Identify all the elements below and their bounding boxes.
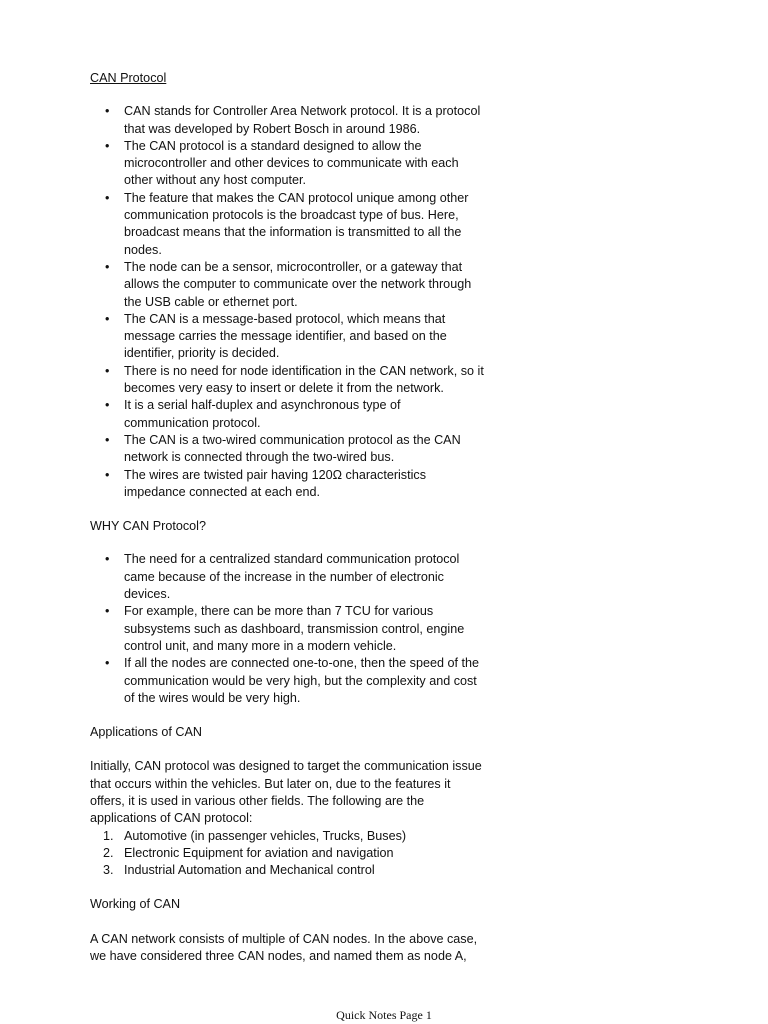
section-title-applications: Applications of CAN xyxy=(90,725,202,740)
bullet-item: • The feature that makes the CAN protocol unique among other communication protocols is the broadcast type of bus. Here, broadcast means that the information is transmitted to all the nodes. xyxy=(124,190,485,259)
list-item-text: Industrial Automation and Mechanical control xyxy=(124,863,375,878)
numbered-item xyxy=(103,828,485,845)
bullet-item: • The CAN protocol is a standard designed to allow the microcontroller and other devices to communicate with each other without any host computer. xyxy=(124,138,485,190)
why-can-bullet-list xyxy=(90,551,485,707)
section-title-why-can: WHY CAN Protocol? xyxy=(90,519,206,534)
bullet-item: • It is a serial half-duplex and asynchronous type of communication protocol. xyxy=(124,397,485,432)
numbered-item xyxy=(103,845,485,862)
section-title-working-of-can: Working of CAN xyxy=(90,897,181,912)
bullet-item: • The node can be a sensor, microcontroller, or a gateway that allows the computer to communicate over the network through the USB cable or ethernet port. xyxy=(124,259,485,311)
can-protocol-bullet-list xyxy=(90,103,485,501)
list-item-text: Electronic Equipment for aviation and navigation xyxy=(124,845,394,860)
list-number: 3. xyxy=(103,863,114,878)
bullet-item: • CAN stands for Controller Area Network protocol. It is a protocol that was developed by Robert Bosch in around 1986. xyxy=(124,103,485,138)
list-number: 2. xyxy=(103,845,114,860)
bullet-item: • The need for a centralized standard communication protocol came because of the increase in the number of electronic devices. xyxy=(124,551,485,603)
bullet-item: • There is no need for node identification in the CAN network, so it becomes very easy to insert or delete it from the network. xyxy=(124,363,485,398)
applications-numbered-list xyxy=(90,828,485,880)
section-title-can-protocol: CAN Protocol xyxy=(90,71,167,85)
applications-intro-paragraph: Initially, CAN protocol was designed to target the communication issue that occurs within the vehicles. But later on, due to the features it offers, it is used in various other fields. The following are the applications of CAN protocol: xyxy=(90,759,482,826)
bullet-item: • If all the nodes are connected one-to-one, then the speed of the communication would be very high, but the complexity and cost of the wires would be very high. xyxy=(124,655,485,707)
working-intro-paragraph: A CAN network consists of multiple of CAN nodes. In the above case, we have considered three CAN nodes, and named them as node A, xyxy=(90,931,478,964)
bullet-item: • The wires are twisted pair having 120Ω characteristics impedance connected at each end. xyxy=(124,467,485,502)
bullet-item: • The CAN is a two-wired communication protocol as the CAN network is connected through the two-wired bus. xyxy=(124,432,485,467)
page-footer: Quick Notes Page 1 xyxy=(336,1008,432,1022)
list-number: 1. xyxy=(103,828,114,843)
document-page xyxy=(90,62,485,965)
bullet-item: • The CAN is a message-based protocol, which means that message carries the message identifier, and based on the identifier, priority is decided. xyxy=(124,311,485,363)
numbered-item xyxy=(103,862,485,879)
list-item-text: Automotive (in passenger vehicles, Trucks, Buses) xyxy=(124,828,407,843)
bullet-item: • For example, there can be more than 7 TCU for various subsystems such as dashboard, transmission control, engine control unit, and many more in a modern vehicle. xyxy=(124,603,485,655)
